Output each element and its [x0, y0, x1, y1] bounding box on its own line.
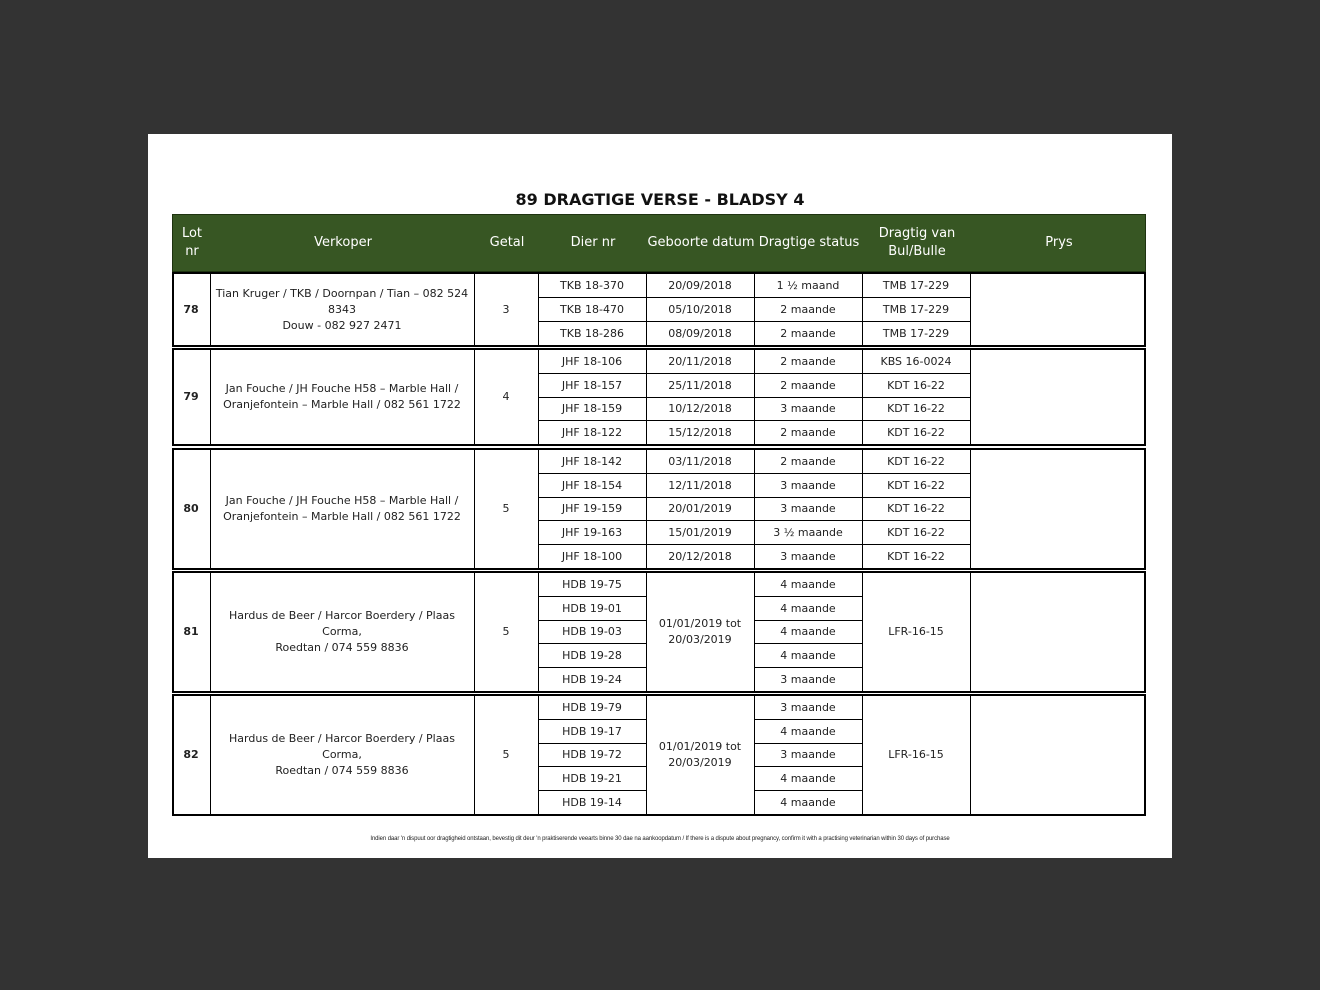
seller-details: Tian Kruger / TKB / Doornpan / Tian – 082 524 8343 Douw - 082 927 2471 — [215, 286, 469, 332]
animal-number: HDB 19-21 — [562, 772, 622, 786]
birth-date: 15/12/2018 — [668, 425, 732, 439]
row-divider — [538, 620, 646, 621]
sire-bull: LFR-16-15 — [888, 748, 944, 761]
pregnancy-status: 4 maande — [780, 772, 836, 786]
animal-count: 4 — [502, 390, 510, 403]
row-divider — [538, 766, 646, 767]
birth-date: 20/01/2019 — [668, 502, 732, 516]
birth-date: 20/11/2018 — [668, 355, 732, 369]
row-divider — [754, 643, 862, 644]
animal-count: 5 — [502, 625, 510, 638]
birth-date: 15/01/2019 — [668, 526, 732, 540]
birth-date: 20/09/2018 — [668, 279, 732, 293]
lot-block — [172, 571, 1146, 693]
row-divider — [754, 596, 862, 597]
header-geboorte-datum: Geboorte datum — [647, 235, 755, 250]
lot-block — [172, 694, 1146, 816]
row-divider — [538, 321, 970, 322]
pregnancy-status: 1 ½ maand — [776, 279, 840, 293]
birth-date: 25/11/2018 — [668, 378, 732, 392]
birth-date: 10/12/2018 — [668, 402, 732, 416]
row-divider — [754, 719, 862, 720]
sire-bull: KDT 16-22 — [887, 526, 945, 540]
pregnancy-status: 3 maande — [780, 478, 836, 492]
lot-number: 79 — [183, 390, 199, 403]
animal-number: JHF 19-159 — [561, 502, 623, 516]
animal-number: TKB 18-470 — [560, 302, 624, 316]
seller-details: Jan Fouche / JH Fouche H58 – Marble Hall / Oranjefontein – Marble Hall / 082 561 1722 — [223, 494, 461, 523]
sire-bull: KDT 16-22 — [887, 478, 945, 492]
animal-number: HDB 19-79 — [562, 701, 622, 715]
animal-count: 3 — [502, 302, 510, 316]
pregnancy-status: 3 maande — [780, 502, 836, 516]
pregnancy-status: 2 maande — [780, 378, 836, 392]
birth-date-range: 01/01/2019 tot 20/03/2019 — [658, 617, 742, 646]
birth-date-range: 01/01/2019 tot 20/03/2019 — [658, 740, 742, 769]
lot-block — [172, 272, 1146, 347]
sire-bull: KBS 16-0024 — [880, 355, 952, 369]
lot-number: 80 — [183, 502, 199, 515]
lot-block — [172, 448, 1146, 570]
row-divider — [754, 667, 862, 668]
seller-details: Hardus de Beer / Harcor Boerdery / Plaas Corma, Roedtan / 074 559 8836 — [229, 732, 455, 777]
row-divider — [754, 790, 862, 791]
animal-number: TKB 18-286 — [560, 326, 624, 340]
pregnancy-status: 3 maande — [780, 701, 836, 715]
animal-number: JHF 18-157 — [561, 378, 623, 392]
header-prys: Prys — [1045, 235, 1073, 250]
animal-number: JHF 18-154 — [561, 478, 623, 492]
animal-number: JHF 18-142 — [561, 455, 623, 469]
birth-date: 05/10/2018 — [668, 302, 732, 316]
pregnancy-status: 4 maande — [780, 601, 836, 615]
row-divider — [538, 596, 646, 597]
row-divider — [538, 719, 646, 720]
animal-number: JHF 18-159 — [561, 402, 623, 416]
seller-details: Jan Fouche / JH Fouche H58 – Marble Hall / Oranjefontein – Marble Hall / 082 561 1722 — [223, 382, 461, 411]
header-lot-nr: Lot nr — [181, 226, 203, 259]
page-title: 89 DRAGTIGE VERSE - BLADSY 4 — [515, 190, 805, 209]
animal-count: 5 — [502, 748, 510, 761]
animal-number: HDB 19-72 — [562, 748, 622, 762]
birth-date: 08/09/2018 — [668, 326, 732, 340]
pregnancy-status: 4 maande — [780, 795, 836, 809]
row-divider — [538, 520, 970, 521]
column-divider — [970, 450, 971, 568]
pregnancy-status: 2 maande — [780, 326, 836, 340]
pregnancy-status: 3 maande — [780, 549, 836, 563]
birth-date: 12/11/2018 — [668, 478, 732, 492]
pregnancy-status: 3 maande — [780, 748, 836, 762]
animal-count: 5 — [502, 502, 510, 515]
row-divider — [538, 473, 970, 474]
seller-details: Hardus de Beer / Harcor Boerdery / Plaas Corma, Roedtan / 074 559 8836 — [229, 609, 455, 654]
header-dragtige-status: Dragtige status — [758, 235, 860, 250]
lot-number: 82 — [183, 748, 199, 761]
sire-bull: TMB 17-229 — [882, 326, 950, 340]
pregnancy-status: 4 maande — [780, 649, 836, 663]
pregnancy-status: 4 maande — [780, 625, 836, 639]
pregnancy-dispute-note: Indien daar 'n dispuut oor dragtigheid ontstaan, bevestig dit deur 'n praktiserende veearts binne 30 dae na aankoopdatum / If there is a dispute about pregnancy, confirm it with a practising veterinarian within 30 days of purchase — [370, 836, 950, 842]
sire-bull: TMB 17-229 — [882, 279, 950, 293]
pregnancy-status: 2 maande — [780, 455, 836, 469]
pregnancy-status: 3 maande — [780, 672, 836, 686]
birth-date: 03/11/2018 — [668, 455, 732, 469]
row-divider — [754, 766, 862, 767]
sire-bull: KDT 16-22 — [887, 455, 945, 469]
animal-number: JHF 19-163 — [561, 526, 623, 540]
animal-number: HDB 19-14 — [562, 795, 622, 809]
table-header — [172, 214, 1146, 272]
lot-block — [172, 348, 1146, 446]
row-divider — [538, 497, 970, 498]
pregnancy-status: 4 maande — [780, 578, 836, 592]
animal-number: HDB 19-75 — [562, 578, 622, 592]
row-divider — [538, 373, 970, 374]
sire-bull: KDT 16-22 — [887, 425, 945, 439]
pregnancy-status: 2 maande — [780, 302, 836, 316]
header-dragtig-van: Dragtig van Bul/Bulle — [878, 226, 956, 259]
animal-number: HDB 19-01 — [562, 601, 622, 615]
column-divider — [970, 274, 971, 345]
sire-bull: KDT 16-22 — [887, 378, 945, 392]
header-verkoper: Verkoper — [314, 235, 372, 250]
lot-number: 81 — [183, 625, 199, 638]
row-divider — [754, 620, 862, 621]
header-dier-nr: Dier nr — [570, 235, 616, 250]
sire-bull: KDT 16-22 — [887, 402, 945, 416]
sire-bull: KDT 16-22 — [887, 549, 945, 563]
pregnancy-status: 4 maande — [780, 724, 836, 738]
sire-bull: KDT 16-22 — [887, 502, 945, 516]
sire-bull: LFR-16-15 — [888, 625, 944, 638]
row-divider — [538, 643, 646, 644]
column-divider — [970, 573, 971, 691]
row-divider — [538, 397, 970, 398]
pregnancy-status: 2 maande — [780, 355, 836, 369]
animal-number: TKB 18-370 — [560, 279, 624, 293]
row-divider — [538, 297, 970, 298]
pregnancy-status: 3 maande — [780, 402, 836, 416]
header-getal: Getal — [489, 235, 525, 250]
pregnancy-status: 2 maande — [780, 425, 836, 439]
row-divider — [538, 667, 646, 668]
animal-number: HDB 19-17 — [562, 724, 622, 738]
animal-number: HDB 19-24 — [562, 672, 622, 686]
animal-number: JHF 18-100 — [561, 549, 623, 563]
row-divider — [754, 743, 862, 744]
animal-number: JHF 18-106 — [561, 355, 623, 369]
row-divider — [538, 420, 970, 421]
column-divider — [970, 696, 971, 814]
pregnancy-status: 3 ½ maande — [773, 526, 843, 540]
sire-bull: TMB 17-229 — [882, 302, 950, 316]
animal-number: HDB 19-28 — [562, 649, 622, 663]
row-divider — [538, 743, 646, 744]
animal-number: HDB 19-03 — [562, 625, 622, 639]
lot-number: 78 — [183, 302, 199, 316]
catalogue-page — [148, 134, 1172, 858]
row-divider — [538, 790, 646, 791]
column-divider — [970, 350, 971, 444]
row-divider — [538, 544, 970, 545]
birth-date: 20/12/2018 — [668, 549, 732, 563]
animal-number: JHF 18-122 — [561, 425, 623, 439]
